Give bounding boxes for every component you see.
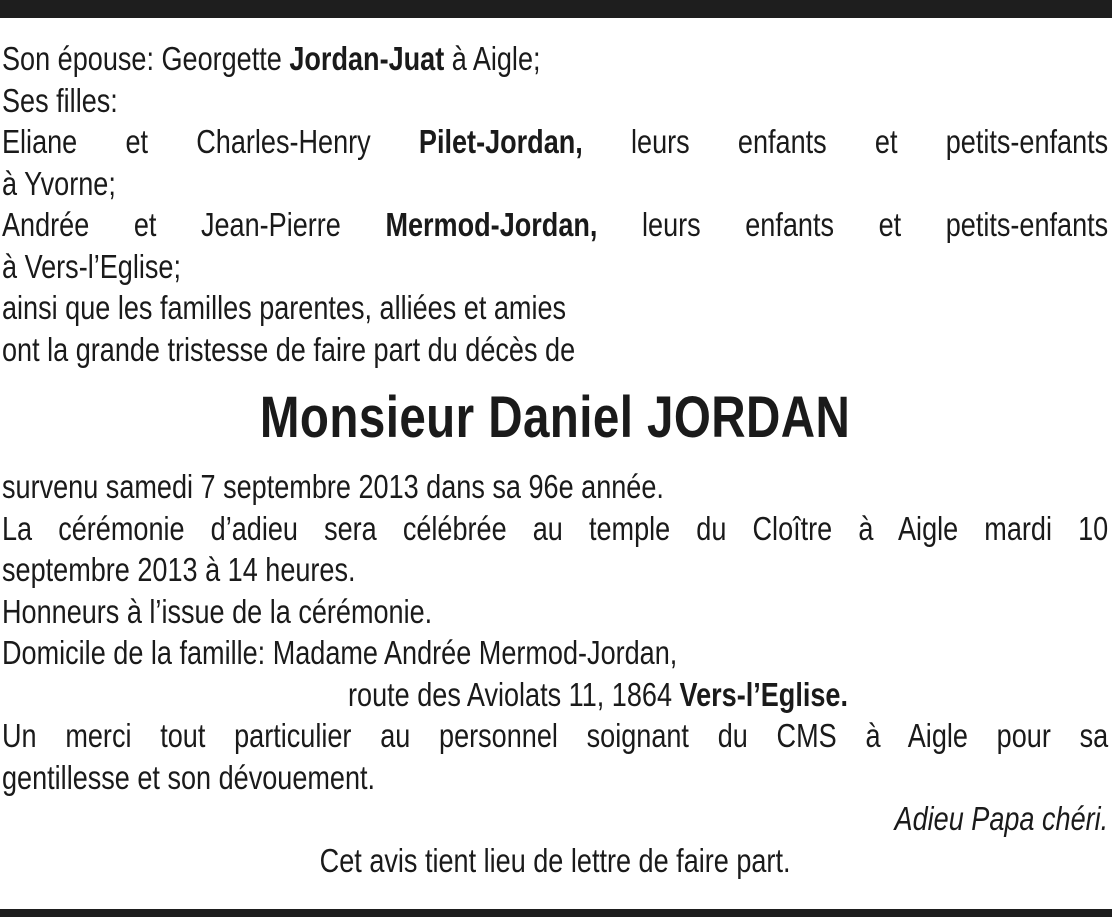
daughters-label: Ses filles: — [2, 81, 118, 119]
daughter-2-name: Mermod-Jordan, — [385, 206, 598, 243]
domicile-town: Vers-l’Eglise. — [679, 675, 848, 713]
thanks-line-2: gentillesse et son dévouement. — [2, 758, 376, 796]
spouse-name: Jordan-Juat — [289, 40, 445, 77]
spouse-line: Son épouse: Georgette Jordan-Juat à Aigle; — [2, 40, 541, 77]
announce-line: ont la grande tristesse de faire part du décès de — [2, 330, 576, 368]
domicile-address: route des Aviolats 11, 1864 Vers-l’Eglise. — [348, 675, 848, 713]
obituary-notice — [2, 38, 1108, 881]
death-line: survenu samedi 7 septembre 2013 dans sa 96e année. — [2, 468, 664, 505]
bottom-rule — [0, 909, 1112, 917]
ceremony-line-1: La cérémonie d’adieu sera célébrée au temple du Cloître à Aigle mardi 10 — [2, 509, 1109, 547]
daughter-1-name: Pilet-Jordan, — [418, 123, 583, 160]
thanks-line-1: Un merci tout particulier au personnel soignant du CMS à Aigle pour sa — [2, 717, 1109, 754]
closing-note: Cet avis tient lieu de lettre de faire part. — [319, 841, 791, 879]
daughter-2-place: à Vers-l’Eglise; — [2, 247, 181, 285]
honours-line: Honneurs à l’issue de la cérémonie. — [2, 592, 433, 630]
top-rule — [0, 0, 1112, 18]
domicile-line: Domicile de la famille: Madame Andrée Mermod-Jordan, — [2, 634, 678, 671]
deceased-name: Monsieur Daniel JORDAN — [259, 385, 851, 450]
others-line: ainsi que les familles parentes, alliées et amies — [2, 289, 567, 326]
daughter-1-line: Eliane et Charles-Henry Pilet-Jordan, leurs enfants et petits-enfants — [2, 123, 1109, 160]
ceremony-line-2: septembre 2013 à 14 heures. — [2, 551, 356, 588]
daughter-2-line: Andrée et Jean-Pierre Mermod-Jordan, leurs enfants et petits-enfants — [2, 206, 1109, 243]
farewell: Adieu Papa chéri. — [894, 800, 1109, 837]
daughter-1-place: à Yvorne; — [2, 164, 116, 202]
